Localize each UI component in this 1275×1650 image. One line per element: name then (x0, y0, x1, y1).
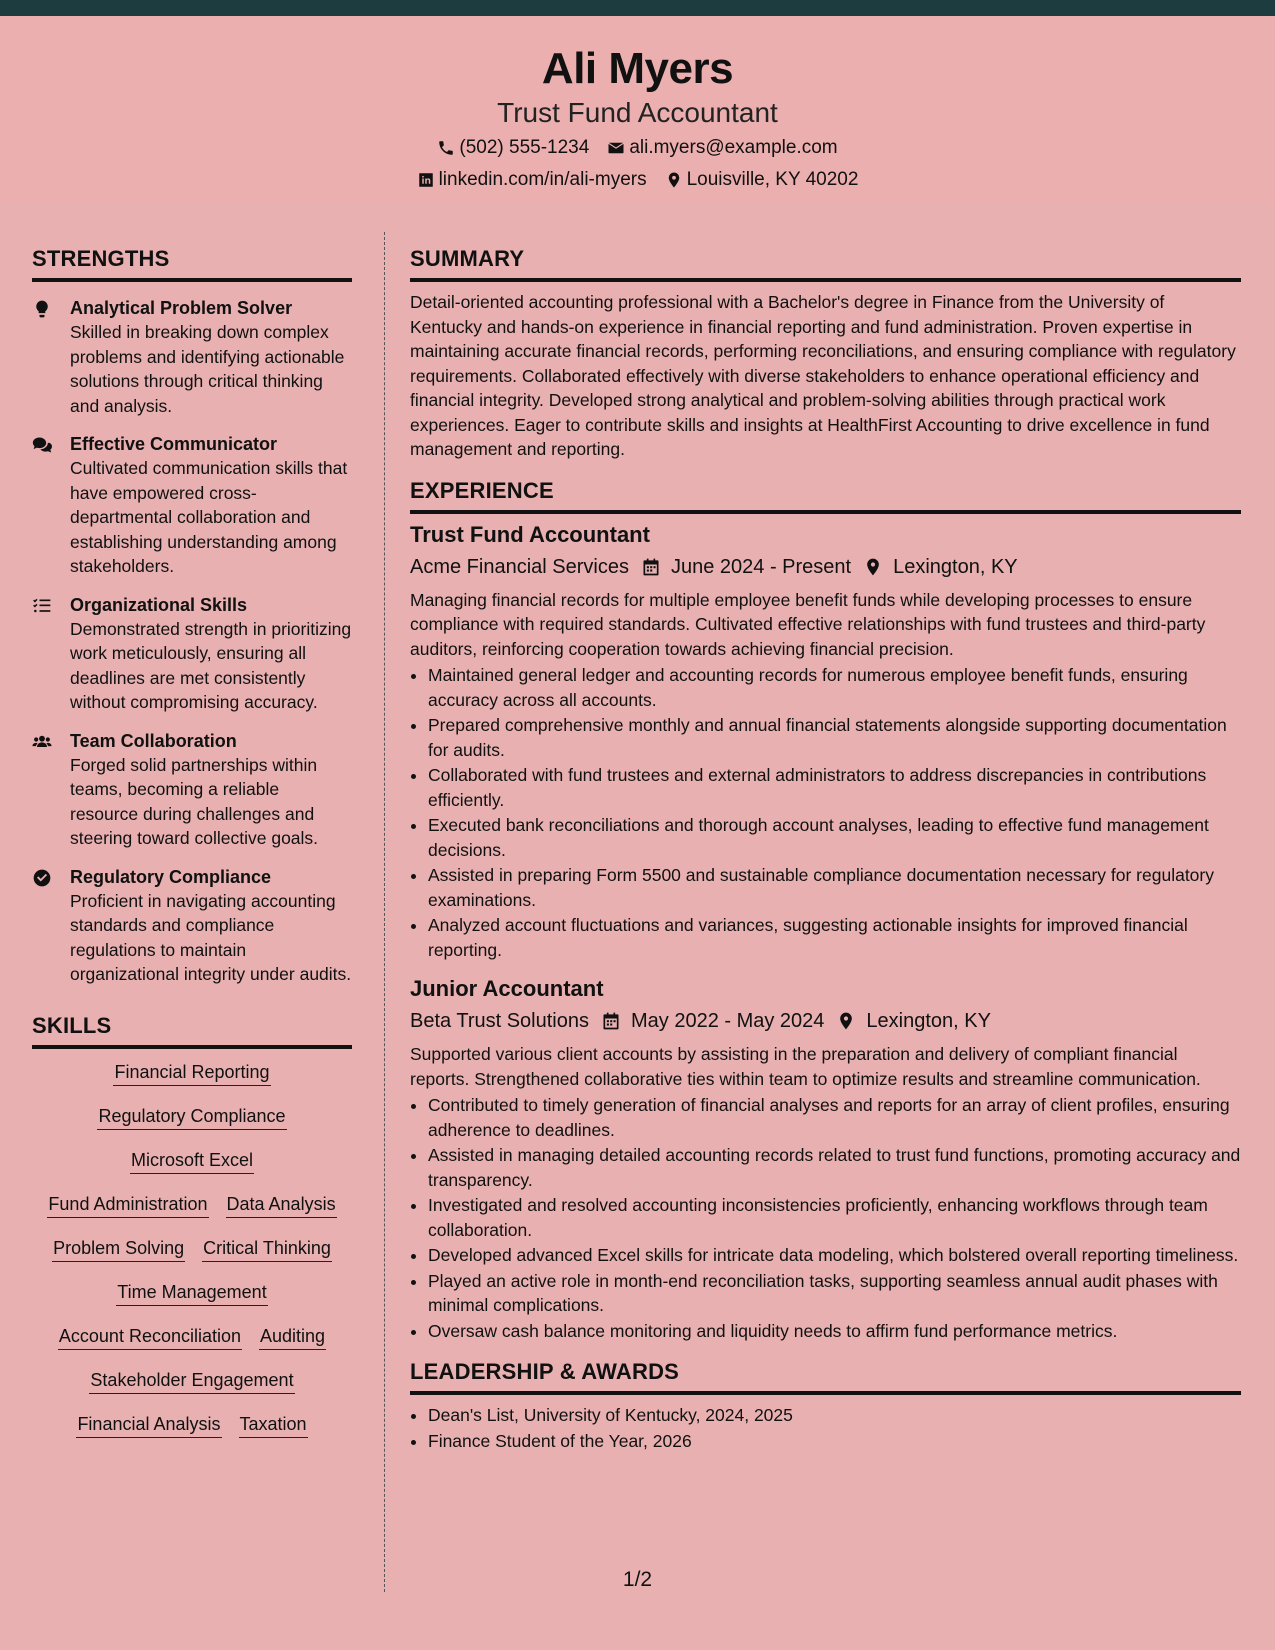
job-location: Lexington, KY (866, 1010, 991, 1032)
summary-heading: SUMMARY (410, 244, 1241, 282)
skill-tag: Account Reconciliation (58, 1323, 242, 1350)
skill-tag: Financial Reporting (113, 1059, 270, 1086)
strengths-heading: STRENGTHS (32, 244, 352, 282)
skill-tag: Microsoft Excel (130, 1147, 254, 1174)
job-meta (410, 552, 1241, 582)
list-item: • Contributed to timely generation of financial analyses and reports for an array of client profiles, ensuring adherence to deadlines. (428, 1093, 1241, 1142)
strength-item (32, 296, 352, 418)
phone-text: (502) 555-1234 (459, 137, 590, 158)
location-text: Louisville, KY 40202 (686, 169, 859, 190)
envelope-icon (607, 139, 625, 157)
skill-tag: Time Management (116, 1279, 267, 1306)
comments-icon (32, 435, 52, 455)
contact-row-1 (0, 132, 1275, 164)
strength-desc: Forged solid partnerships within teams, becoming a reliable resource during challenges and steering toward collective goals. (70, 754, 319, 848)
strength-desc: Cultivated communication skills that have empowered cross-departmental collaboration and establishing understanding among stakeholders. (70, 458, 348, 576)
strength-item (32, 865, 352, 987)
skill-tag: Data Analysis (226, 1191, 337, 1218)
top-accent-bar (0, 0, 1275, 16)
list-item: • Oversaw cash balance monitoring and liquidity needs to affirm fund performance metrics. (428, 1319, 1241, 1344)
strength-title: Analytical Problem Solver (70, 298, 293, 318)
email-text: ali.myers@example.com (629, 137, 838, 158)
list-check-icon (32, 596, 52, 616)
strength-item (32, 729, 352, 851)
check-circle-icon (32, 868, 52, 888)
strength-desc: Proficient in navigating accounting standards and compliance regulations to maintain organizational integrity under audits. (70, 890, 352, 984)
location-contact (665, 164, 859, 196)
calendar-icon (641, 557, 661, 577)
candidate-name: Ali Myers (541, 44, 734, 93)
job-meta (410, 1006, 1241, 1036)
column-divider (384, 232, 385, 1592)
list-item: • Analyzed account fluctuations and variances, suggesting actionable insights for improved financial reporting. (428, 913, 1241, 962)
list-item: • Collaborated with fund trustees and external administrators to address discrepancies in contributions efficiently. (428, 763, 1241, 812)
job-bullets (410, 663, 1241, 962)
skill-tag: Fund Administration (47, 1191, 208, 1218)
calendar-icon (601, 1011, 621, 1031)
skills-list (32, 1059, 352, 1438)
list-item: • Investigated and resolved accounting inconsistencies proficiently, enhancing workflows through team collaboration. (428, 1193, 1241, 1242)
skills-heading: SKILLS (32, 1011, 352, 1049)
summary-text: Detail-oriented accounting professional with a Bachelor's degree in Finance from the University of Kentucky and hands-on experience in financial reporting and fund administration. Proven expertise in maintaining accurate financial records, performing reconciliations, and ensuring compliance with regulatory requirements. Collaborated effectively with diverse stakeholders to enhance operational efficiency and financial integrity. Developed strong analytical and problem-solving abilities through practical work experiences. Eager to contribute skills and insights at HealthFirst Accounting to drive excellence in fund management and reporting. (410, 292, 1236, 459)
list-item: • Assisted in preparing Form 5500 and sustainable compliance documentation necessary for regulatory examinations. (428, 863, 1241, 912)
job-title: Junior Accountant (410, 976, 604, 1001)
contact-row-2 (0, 164, 1275, 196)
strength-desc: Demonstrated strength in prioritizing work meticulously, ensuring all deadlines are met consistently without compromising accuracy. (70, 618, 352, 712)
skill-tag: Critical Thinking (202, 1235, 332, 1262)
skill-tag: Auditing (259, 1323, 326, 1350)
list-item: • Finance Student of the Year, 2026 (428, 1429, 1241, 1454)
strength-title: Team Collaboration (70, 730, 237, 751)
leadership-list (410, 1403, 1241, 1453)
skill-tag: Taxation (239, 1411, 308, 1438)
list-item: • Played an active role in month-end reconciliation tasks, supporting seamless annual audit phases with minimal complications. (428, 1269, 1241, 1318)
job-location: Lexington, KY (893, 555, 1018, 578)
map-pin-icon (665, 171, 683, 189)
resume-header (0, 16, 1275, 204)
job-entry (410, 520, 1241, 963)
lightbulb-icon (32, 299, 52, 319)
list-item: • Prepared comprehensive monthly and annual financial statements alongside supporting documentation for audits. (428, 713, 1241, 762)
job-dates: May 2022 - May 2024 (630, 1010, 825, 1032)
job-description: Supported various client accounts by assisting in the preparation and delivery of compliant financial reports. Strengthened collaborative ties within team to optimize results and streamline communication. (410, 1044, 1201, 1089)
list-item: • Executed bank reconciliations and thorough account analyses, leading to effective fund management decisions. (428, 813, 1241, 862)
list-item: • Developed advanced Excel skills for intricate data modeling, which bolstered overall reporting timeliness. (428, 1243, 1241, 1268)
phone-icon (437, 139, 455, 157)
strength-title: Regulatory Compliance (70, 866, 272, 887)
page-number: 1/2 (622, 1568, 653, 1591)
map-pin-icon (863, 557, 883, 577)
email-contact[interactable] (607, 132, 837, 164)
linkedin-contact[interactable] (417, 164, 647, 196)
map-pin-icon (836, 1011, 856, 1031)
linkedin-text: linkedin.com/in/ali-myers (438, 169, 647, 190)
job-title: Trust Fund Accountant (410, 521, 650, 547)
list-item: • Assisted in managing detailed accounting records related to trust fund functions, promoting accuracy and transparency. (428, 1143, 1241, 1192)
left-column (32, 244, 352, 1455)
skill-tag: Regulatory Compliance (97, 1103, 286, 1130)
job-description: Managing financial records for multiple employee benefit funds while developing processes to ensure compliance with required standards. Cultivated effective relationships with fund trustees and third-party auditors, reinforcing cooperation towards achieving financial precision. (410, 589, 1206, 659)
job-company: Acme Financial Services (410, 555, 629, 578)
candidate-title: Trust Fund Accountant (497, 97, 778, 128)
linkedin-icon (417, 171, 435, 189)
skill-tag: Stakeholder Engagement (89, 1367, 294, 1394)
skill-tag: Problem Solving (52, 1235, 185, 1262)
strength-title: Effective Communicator (70, 434, 278, 454)
job-bullets (410, 1093, 1241, 1343)
strength-item (32, 432, 352, 579)
phone-contact[interactable] (437, 132, 589, 164)
job-entry (410, 974, 1241, 1343)
users-icon (32, 732, 52, 752)
list-item: • Dean's List, University of Kentucky, 2024, 2025 (428, 1403, 1241, 1428)
strength-desc: Skilled in breaking down complex problems and identifying actionable solutions through critical thinking and analysis. (70, 322, 345, 416)
leadership-heading: LEADERSHIP & AWARDS (410, 1357, 1241, 1395)
strength-title: Organizational Skills (70, 594, 248, 615)
job-dates: June 2024 - Present (670, 555, 852, 578)
right-column (410, 244, 1241, 1454)
experience-heading: EXPERIENCE (410, 476, 1241, 514)
skill-tag: Financial Analysis (76, 1411, 221, 1438)
strength-item (32, 593, 352, 715)
list-item: • Maintained general ledger and accounting records for numerous employee benefit funds, ensuring accuracy across all accounts. (428, 663, 1241, 712)
job-company: Beta Trust Solutions (410, 1010, 589, 1032)
